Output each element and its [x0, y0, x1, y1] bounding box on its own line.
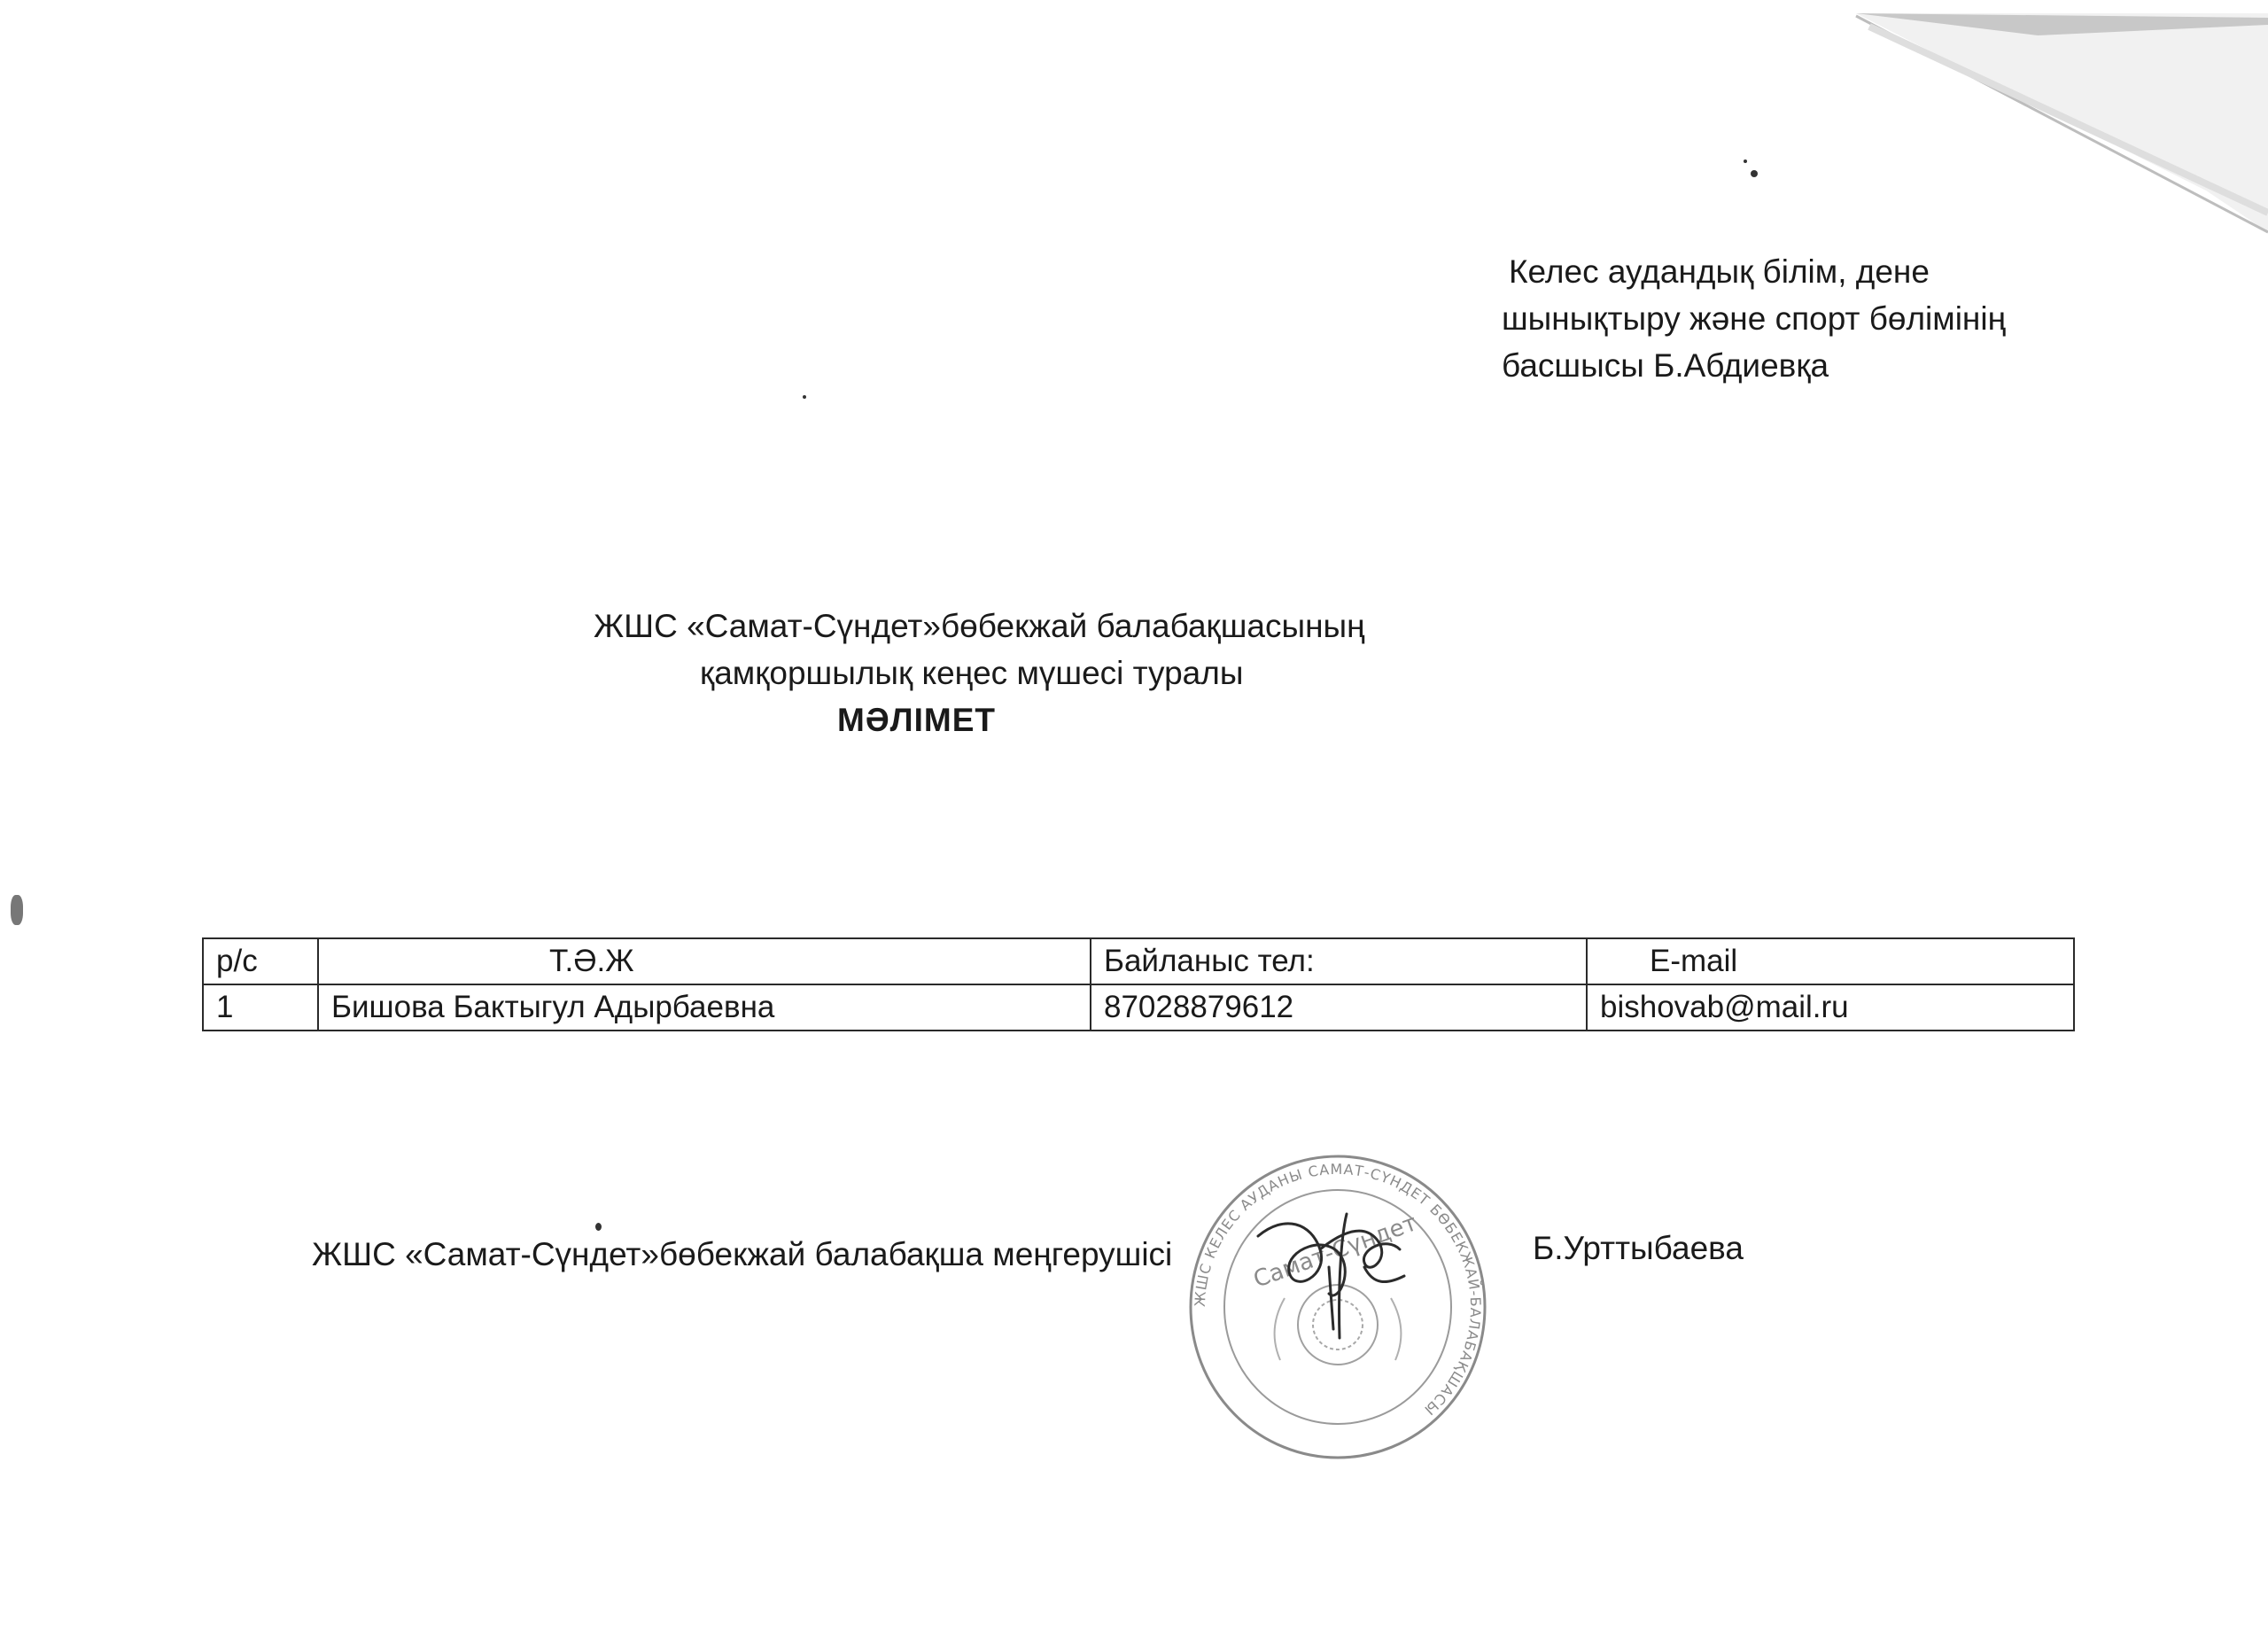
official-stamp	[1187, 1152, 1488, 1462]
stamp-inner-text: Самат-Сүндет	[1250, 1210, 1421, 1294]
signatory-position: ЖШС «Самат-Сүндет»бөбекжай балабақша меңгерушісі	[312, 1236, 1173, 1272]
addressee-line-1: Келес аудандық білім, дене	[1509, 253, 1930, 290]
header-email: E-mail	[1587, 938, 2074, 984]
scan-speck	[803, 395, 806, 399]
cell-email: bishovab@mail.ru	[1587, 984, 2074, 1031]
member-info-table	[202, 937, 2075, 1031]
heading-line-1: ЖШС «Самат-Сүндет»бөбекжай балабақшасының	[594, 608, 1365, 644]
scan-speck	[595, 1223, 602, 1231]
header-full-name: Т.Ә.Ж	[318, 938, 1091, 984]
stamp-outer-text: ЖШС КЕЛЕС АУДАНЫ САМАТ-СҮНДЕТ БӨБЕКЖАЙ-БАЛАБАҚШАСЫ	[1191, 1160, 1485, 1420]
table-row	[203, 984, 2074, 1031]
addressee-block	[1502, 248, 2122, 389]
header-phone: Байланыс тел:	[1091, 938, 1587, 984]
cell-number: 1	[203, 984, 318, 1031]
scan-speck	[11, 895, 23, 925]
header-number: р/с	[203, 938, 318, 984]
signer-name: Б.Урттыбаева	[1533, 1230, 1744, 1266]
cell-full-name: Бишова Бактыгул Адырбаевна	[318, 984, 1091, 1031]
scan-speck	[1744, 159, 1747, 163]
addressee-line-3: басшысы Б.Абдиевқа	[1502, 347, 1829, 384]
heading-line-2: қамқоршылық кеңес мүшесі туралы	[700, 655, 1244, 691]
addressee-line-2: шынықтыру және спорт бөлімінің	[1502, 300, 2007, 337]
scan-speck	[1751, 170, 1758, 177]
table-header-row	[203, 938, 2074, 984]
document-title: МӘЛІМЕТ	[837, 702, 997, 738]
cell-phone: 87028879612	[1091, 984, 1587, 1031]
